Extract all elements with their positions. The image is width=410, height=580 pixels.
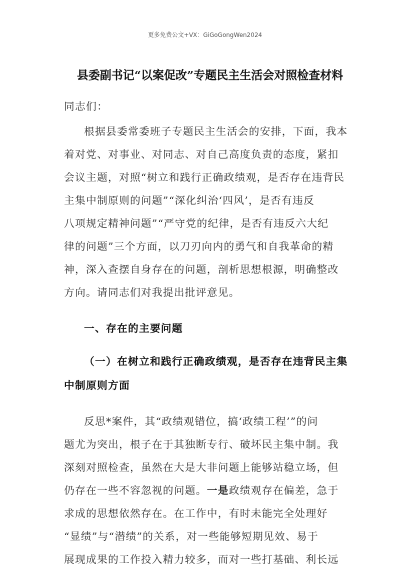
body-line-3: 深刻对照检查，虽然在大是大非问题上能够站稳立场，但 [64,462,339,474]
watermark: 更多免费公文+VX：GiGoGongWen2024 [147,32,263,39]
body-line-7: 展现成果的工作投入精力较多，而对一些打基础、利长远 [64,554,339,566]
body-line-4-rest: 政绩观存在偏差，急于 [228,485,339,497]
intro-line-7: 神，深入查摆自身存在的问题，剖析思想根源，明确整改 [64,264,339,276]
section-heading-1: 一、存在的主要问题 [84,323,183,335]
body-line-4 [64,482,339,497]
intro-line-6: 律的问题”三个方面，以刀刃向内的勇气和自我革命的精 [64,241,334,253]
salutation: 同志们： [64,101,108,113]
body-line-4-bold: 一是 [206,485,229,497]
intro-line-5: 八项规定精神问题”“严守党的纪律，是否有违反六大纪 [64,218,329,230]
subsection-heading-1-line-2: 中制原则方面 [64,380,130,392]
subsection-heading-1-line-1: （一）在树立和践行正确政绩观，是否存在违背民主集 [84,356,348,368]
intro-line-3: 会议主题，对照“树立和践行正确政绩观，是否存在违背民 [64,172,345,184]
body-line-4-text: 仍存在一些不容忽视的问题。 [64,485,207,497]
body-line-2: 题尤为突出，根子在于其独断专行、破坏民主集中制。我 [64,439,339,451]
intro-line-1: 根据县委常委班子专题民主生活会的安排，下面，我本 [84,126,348,138]
intro-line-2: 着对党、对事业、对同志、对自己高度负责的态度，紧扣 [64,149,339,161]
intro-line-8: 方向。请同志们对我提出批评意见。 [64,287,240,299]
body-line-6: “显绩”与“潜绩”的关系，对一些能够短期见效、易于 [64,531,319,543]
body-line-1: 反思*案件，其“政绩观错位，搞‘政绩工程’”的问 [84,416,319,428]
intro-line-4: 主集中制原则的问题”“深化纠治‘四风’，是否有违反 [64,195,315,207]
body-line-5: 求成的思想依然存在。在工作中，有时未能完全处理好 [64,508,328,520]
document-title: 县委副书记“以案促改”专题民主生活会对照检查材料 [76,68,344,82]
